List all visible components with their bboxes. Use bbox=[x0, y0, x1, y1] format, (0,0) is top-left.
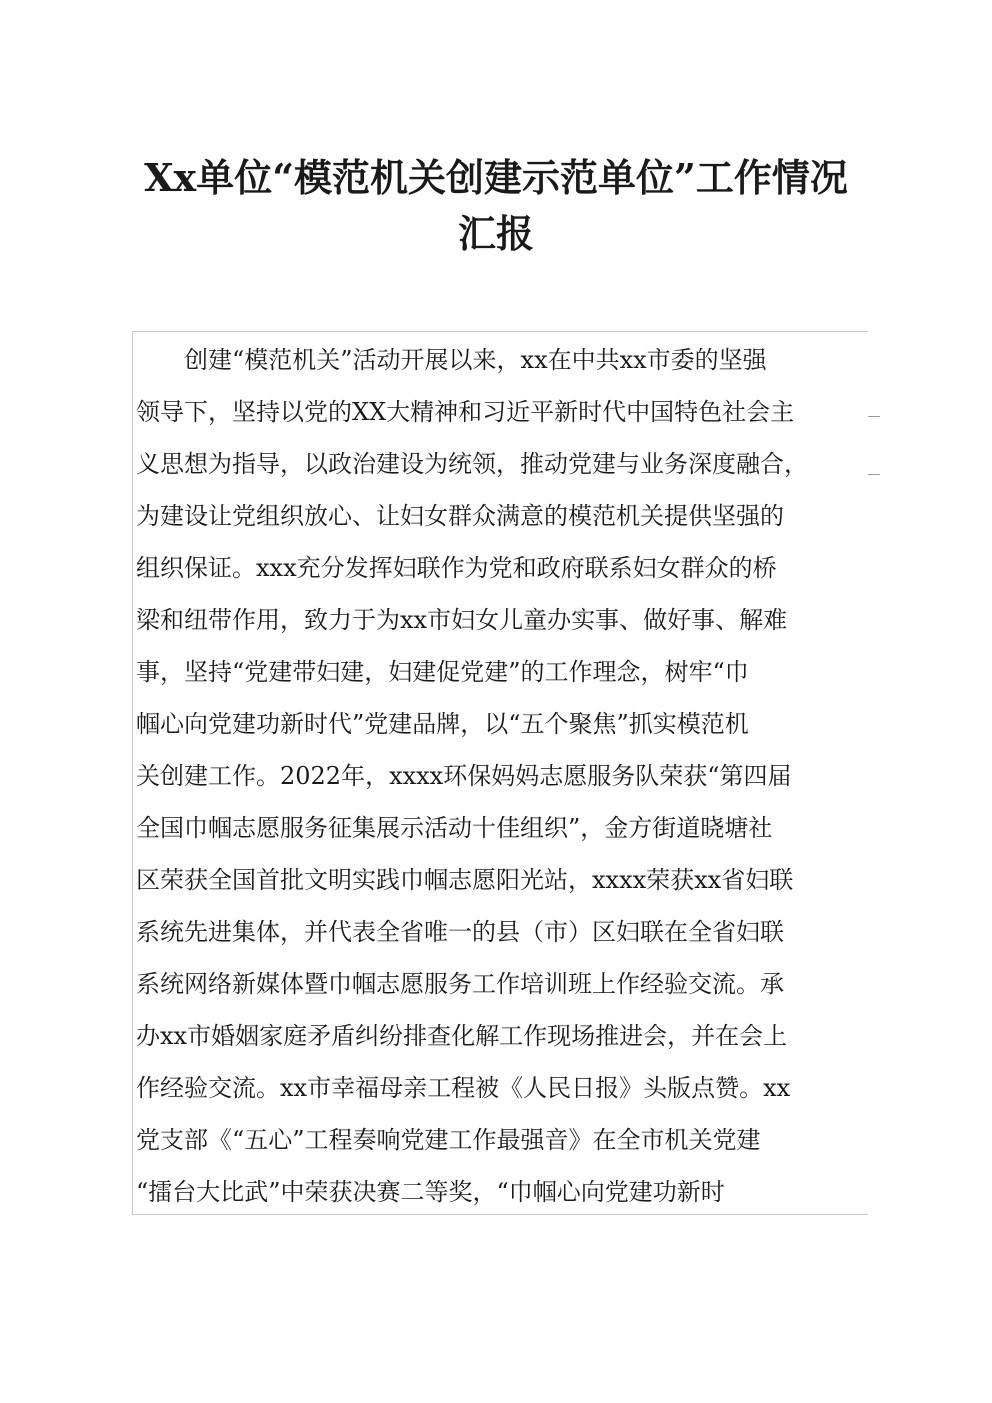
body-line: 领导下，坚持以党的XX大精神和习近平新时代中国特色社会主 bbox=[136, 398, 795, 426]
body-line: 系统先进集体，并代表全省唯一的县（市）区妇联在全省妇联 bbox=[136, 918, 784, 946]
body-line: 义思想为指导，以政治建设为统领，推动党建与业务深度融合， bbox=[136, 450, 808, 478]
margin-mark-bottom bbox=[868, 474, 880, 475]
body-line: 区荣获全国首批文明实践巾帼志愿阳光站，xxxx荣获xx省妇联 bbox=[136, 866, 794, 894]
body-line: 梁和纽带作用，致力于为xx市妇女儿童办实事、做好事、解难 bbox=[136, 606, 788, 634]
body-line: 事，坚持“党建带妇建，妇建促党建”的工作理念，树牢“巾 bbox=[136, 658, 749, 686]
document-title-line-1: Xx单位“模范机关创建示范单位”工作情况 bbox=[144, 155, 848, 200]
body-line: 帼心向党建功新时代”党建品牌，以“五个聚焦”抓实模范机 bbox=[136, 710, 749, 738]
body-line: 办xx市婚姻家庭矛盾纠纷排查化解工作现场推进会，并在会上 bbox=[136, 1022, 788, 1050]
document-title bbox=[0, 150, 992, 262]
body-line: 创建“模范机关”活动开展以来，xx在中共xx市委的坚强 bbox=[136, 346, 767, 374]
body-line: 组织保证。xxx充分发挥妇联作为党和政府联系妇女群众的桥 bbox=[136, 554, 777, 582]
body-line: 党支部《“五心”工程奏响党建工作最强音》在全市机关党建 bbox=[136, 1126, 761, 1154]
body-line: 作经验交流。xx市幸福母亲工程被《人民日报》头版点赞。xx bbox=[136, 1074, 791, 1102]
body-line: 系统网络新媒体暨巾帼志愿服务工作培训班上作经验交流。承 bbox=[136, 970, 784, 998]
body-line: “擂台大比武”中荣获决赛二等奖，“巾帼心向党建功新时 bbox=[136, 1178, 725, 1206]
margin-mark-top bbox=[868, 416, 880, 417]
document-title-line-2: 汇报 bbox=[457, 211, 534, 256]
body-line: 为建设让党组织放心、让妇女群众满意的模范机关提供坚强的 bbox=[136, 502, 784, 530]
body-line: 全国巾帼志愿服务征集展示活动十佳组织”，金方街道晓塘社 bbox=[136, 814, 773, 842]
body-line: 关创建工作。2022年，xxxx环保妈妈志愿服务队荣获“第四届 bbox=[136, 762, 792, 790]
